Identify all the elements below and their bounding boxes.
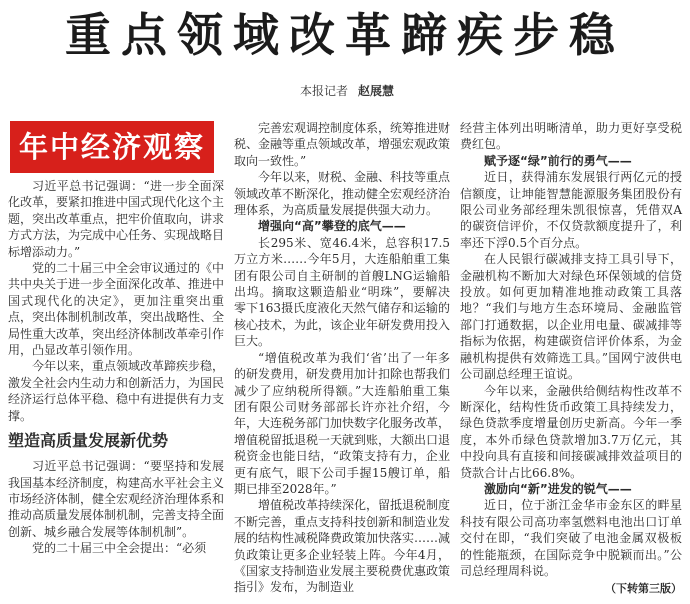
paragraph: 经营主体列出明晰清单，助力更好享受税费红包。 [460, 121, 682, 152]
headline: 重点领域改革蹄疾步稳 [65, 8, 625, 62]
byline [300, 82, 394, 99]
column-3 [460, 120, 682, 598]
subsection-caption: 激励向“新”进发的锐气—— [484, 481, 632, 496]
paragraph: 党的二十届三中全会提出：“必须 [32, 541, 207, 556]
paragraph: “增值税改革为我们‘省’出了一年多的研发费用，研发费用加计扣除也帮我们减少了应纳税所得额。”大连船舶重工集团有限公司财务部部长许亦社介绍，今年，大连税务部门加快数字化服务改革，增值税留抵退税一天就到账，大额出口退税资金也能日结，“政策支持有力，企业更有底气，眼下公司手握15艘订单，船期已排至2028年。” [234, 350, 451, 496]
paragraph: 今年以来，财税、金融、科技等重点领域改革不断深化，推动健全宏观经济治理体系，为高质量发展提供强大动力。 [234, 170, 451, 218]
paragraph: 长295米、宽46.4米，总容积17.5万立方米……今年5月，大连船舶重工集团有限公司自主研制的首艘LNG运输船出坞。摘取这颗造船业“明珠”，要解决零下163摄氏度液化天然气储存和运输的核心技术，为此，该企业年研发费用投入巨大。 [234, 235, 451, 349]
byline-name: 赵展慧 [358, 84, 395, 98]
column-1 [8, 178, 224, 557]
paragraph: 习近平总书记强调：“进一步全面深化改革，要紧扣推进中国式现代化这个主题，突出改革重点，把牢价值取向，讲求方式方法，为完成中心任务、实现战略目标增添动力。” [8, 179, 225, 259]
paragraph: 完善宏观调控制度体系，统筹推进财税、金融等重点领域改革，增强宏观政策取向一致性。” [234, 121, 451, 168]
paragraph: 在人民银行碳减排支持工具引导下，金融机构不断加大对绿色环保领域的信贷投放。如何更加精准地推动政策工具落地？“我们与地方生态环境局、金融监管部门打通数据，以企业用电量、碳减排等指标为依据，构建碳资信评价体系，为金融机构提供有效筛选工具。”国网宁波供电公司副总经理王谊说。 [460, 252, 682, 382]
paragraph: 近日，获得浦东发展银行两亿元的授信额度，让坤能智慧能源服务集团股份有限公司业务部经理朱凯很惊喜，凭借双A的碳资信评价，不仅贷款额度提升了，利率还下浮0.5个百分点。 [460, 170, 682, 250]
subsection-caption: 增强向“高”攀登的底气—— [258, 219, 406, 234]
paragraph: 今年以来，金融供给侧结构性改革不断深化，结构性货币政策工具持续发力，绿色贷款季度增量创历史新高。今年一季度，本外币绿色贷款增加3.7万亿元，其中投向具有直接和间接碳减排效益项目的贷款合计占比66.8%。 [460, 383, 682, 480]
paragraph: 增值税改革持续深化，留抵退税制度不断完善，重点支持科技创新和制造业发展的结构性减税降费政策加快落实……减负政策让更多企业轻装上阵。今年4月，《国家支持制造业发展主要税费优惠政策指引》发布，为制造业 [234, 498, 451, 595]
column-banner [10, 121, 214, 173]
paragraph: 近日，位于浙江金华市金东区的畔星科技有限公司高功率氢燃料电池出口订单交付在即，“我们突破了电池金属双极板的性能瓶颈，在国际竞争中脱颖而出。”公司总经理周科说。 [460, 498, 682, 578]
paragraph: 习近平总书记强调：“要坚持和发展我国基本经济制度，构建高水平社会主义市场经济体制，健全宏观经济治理体系和推动高质量发展体制机制，完善支持全面创新、城乡融合发展等体制机制”。 [8, 459, 225, 539]
byline-role: 本报记者 [300, 84, 349, 98]
continued-note: （下转第三版） [605, 582, 682, 596]
paragraph: 党的二十届三中全会审议通过的《中共中央关于进一步全面深化改革、推进中国式现代化的决定》，更加注重突出重点，突出体制机制改革，突出战略性、全局性重大改革，突出经济体制改革牵引作用，凸显改革引领作用。 [8, 261, 225, 358]
section-heading: 塑造高质量发展新优势 [8, 431, 169, 451]
column-2 [234, 120, 450, 596]
paragraph: 今年以来，重点领域改革蹄疾步稳，激发全社会内生动力和创新活力，为国民经济运行总体平稳、稳中有进提供有力支撑。 [8, 359, 225, 423]
subsection-caption: 赋予逐“绿”前行的勇气—— [484, 153, 632, 168]
column-banner-label: 年中经济观察 [18, 130, 205, 164]
